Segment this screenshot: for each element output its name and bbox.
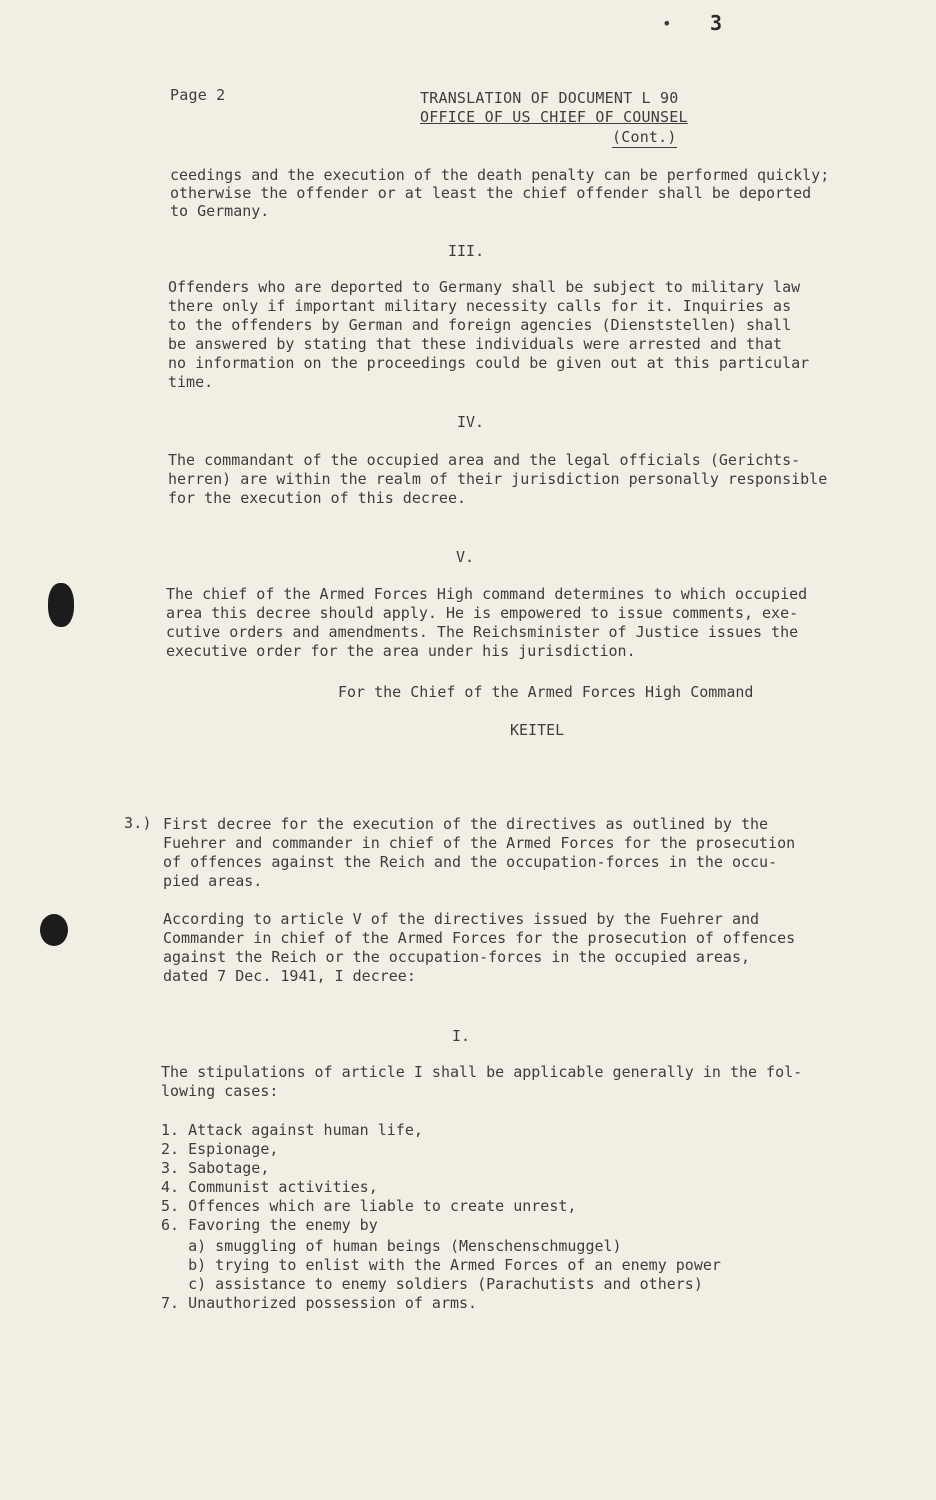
text-line: Commander in chief of the Armed Forces for the prosecution of offences [163,929,796,947]
punch-hole-top [48,583,74,627]
text-line: executive order for the area under his jurisdiction. [166,642,636,660]
text-line: for the execution of this decree. [168,489,467,507]
text-line: dated 7 Dec. 1941, I decree: [163,967,416,985]
text-line: The stipulations of article I shall be applicable generally in the fol- [161,1063,803,1081]
corner-dot: • [662,14,672,33]
list-item: 2. Espionage, [161,1140,279,1158]
text-line: of offences against the Reich and the occupation-forces in the occu- [163,853,778,871]
list-item: 5. Offences which are liable to create unrest, [161,1197,577,1215]
text-line: The commandant of the occupied area and the legal officials (Gerichts- [168,451,801,469]
doc-office: OFFICE OF US CHIEF OF COUNSEL [420,108,688,126]
text-line: ceedings and the execution of the death penalty can be performed quickly; [170,166,830,184]
list-item: a) smuggling of human beings (Menschenschmuggel) [161,1237,622,1255]
list-item: b) trying to enlist with the Armed Forces of an enemy power [161,1256,721,1274]
text-line: area this decree should apply. He is empowered to issue comments, exe- [166,604,799,622]
list-item: c) assistance to enemy soldiers (Parachutists and others) [161,1275,703,1293]
text-line: to Germany. [170,202,270,220]
text-line: against the Reich or the occupation-forces in the occupied areas, [163,948,750,966]
text-line: cutive orders and amendments. The Reichsminister of Justice issues the [166,623,799,641]
decree-heading-i: I. [452,1027,471,1045]
text-line: to the offenders by German and foreign agencies (Dienststellen) shall [168,316,792,334]
text-line: Fuehrer and commander in chief of the Armed Forces for the prosecution [163,834,796,852]
text-line: pied areas. [163,872,263,890]
page-label: Page 2 [170,86,226,104]
text-line: According to article V of the directives issued by the Fuehrer and [163,910,760,928]
list-item: 1. Attack against human life, [161,1121,423,1139]
list-item: 6. Favoring the enemy by [161,1216,378,1234]
section-heading-iv: IV. [457,413,485,431]
doc-cont: (Cont.) [612,128,677,146]
signature-line: For the Chief of the Armed Forces High Command [338,683,754,701]
text-line: otherwise the offender or at least the chief offender shall be deported [170,184,812,202]
signature-name: KEITEL [510,721,565,739]
corner-mark: 3 [710,11,723,35]
text-line: Offenders who are deported to Germany shall be subject to military law [168,278,801,296]
text-line: First decree for the execution of the directives as outlined by the [163,815,769,833]
section-heading-iii: III. [448,242,485,260]
section-heading-v: V. [456,548,475,566]
text-line: be answered by stating that these individuals were arrested and that [168,335,783,353]
text-line: time. [168,373,214,391]
punch-hole-bottom [40,914,68,946]
item-number: 3.) [124,814,152,832]
text-line: herren) are within the realm of their jurisdiction personally responsible [168,470,828,488]
text-line: The chief of the Armed Forces High command determines to which occupied [166,585,808,603]
list-item: 4. Communist activities, [161,1178,378,1196]
text-line: there only if important military necessity calls for it. Inquiries as [168,297,792,315]
doc-title: TRANSLATION OF DOCUMENT L 90 [420,89,679,107]
list-item: 7. Unauthorized possession of arms. [161,1294,478,1312]
text-line: lowing cases: [161,1082,279,1100]
text-line: no information on the proceedings could be given out at this particular [168,354,810,372]
list-item: 3. Sabotage, [161,1159,270,1177]
